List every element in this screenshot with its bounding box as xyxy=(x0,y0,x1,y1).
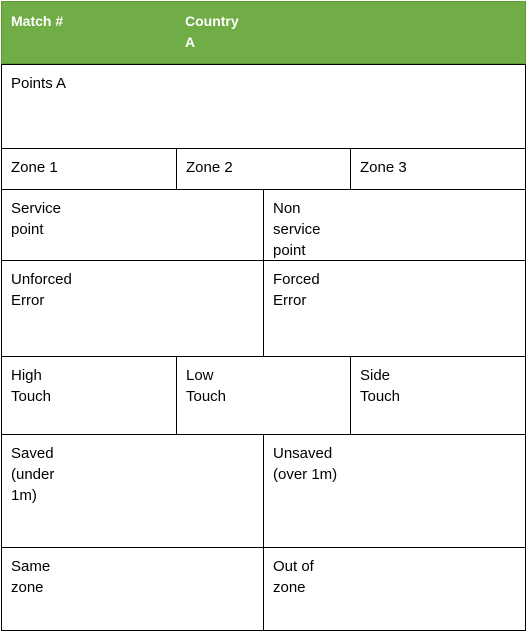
side-touch-cell: Side Touch xyxy=(350,356,526,435)
unforced-error-cell: Unforced Error xyxy=(1,260,264,357)
non-service-point-cell: Non service point xyxy=(263,189,526,261)
zone-2-cell: Zone 2 xyxy=(176,148,351,190)
forced-error-cell: Forced Error xyxy=(263,260,526,357)
score-sheet-table xyxy=(1,1,526,631)
zone-1-cell: Zone 1 xyxy=(1,148,177,190)
same-zone-cell: Same zone xyxy=(1,547,264,631)
points-cell: Points A xyxy=(1,64,526,149)
unsaved-cell: Unsaved (over 1m) xyxy=(263,434,526,548)
high-touch-cell: High Touch xyxy=(1,356,177,435)
header-row xyxy=(1,1,526,64)
zone-3-cell: Zone 3 xyxy=(350,148,526,190)
low-touch-cell: Low Touch xyxy=(176,356,351,435)
saved-cell: Saved (under 1m) xyxy=(1,434,264,548)
match-number-header: Match # xyxy=(11,13,64,29)
service-point-cell: Service point xyxy=(1,189,264,261)
country-header: Country A xyxy=(185,13,239,50)
out-of-zone-cell: Out of zone xyxy=(263,547,526,631)
